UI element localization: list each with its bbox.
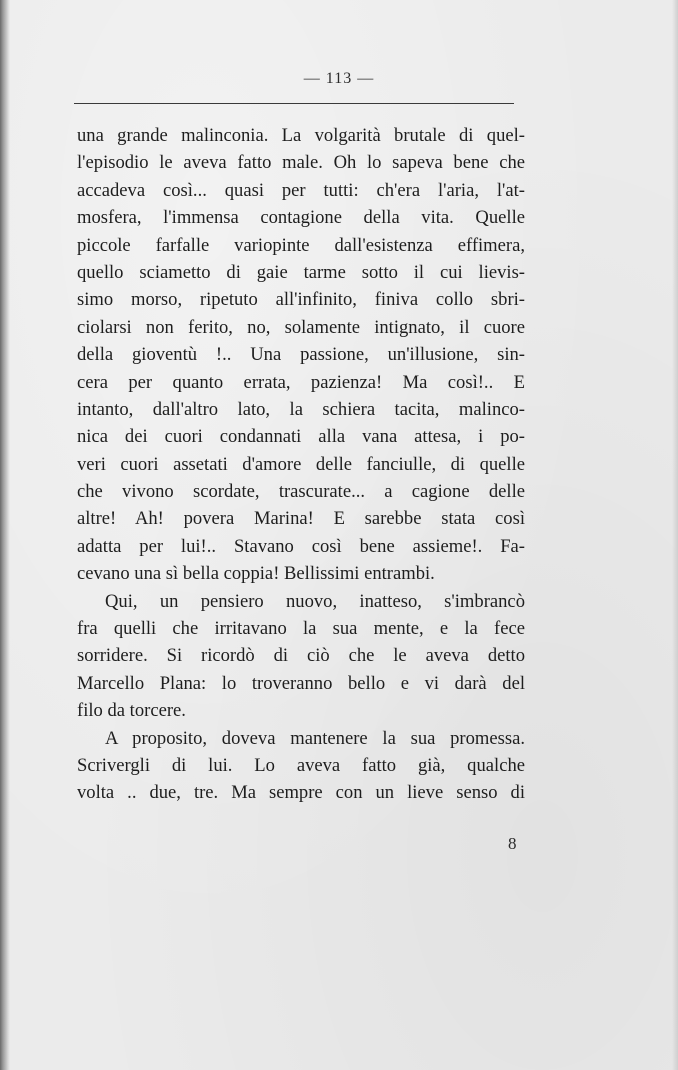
text-line: l'episodio le aveva fatto male. Oh lo sapeva bene che [77,152,525,174]
text-line: volta .. due, tre. Ma sempre con un lieve senso di [77,782,525,804]
text-line: A proposito, doveva mantenere la sua promessa. [105,727,525,749]
text-line: filo da torcere. [77,700,186,722]
text-line: Scrivergli di lui. Lo aveva fatto già, qualche [77,754,525,776]
text-line: Qui, un pensiero nuovo, inatteso, s'imbrancò [105,590,525,612]
text-line: cevano una sì bella coppia! Bellissimi entrambi. [77,563,435,585]
text-line: una grande malinconia. La volgarità brutale di quel- [77,125,525,146]
body-text [77,122,525,807]
text-line: Marcello Plana: lo troveranno bello e vi darà del [77,672,525,694]
text-line: ciolarsi non ferito, no, solamente intignato, il cuore [77,316,525,338]
text-line: piccole farfalle variopinte dall'esistenza effimera, [77,234,525,256]
page-right-edge [672,0,678,1070]
text-line: che vivono scordate, trascurate... a cagione delle [77,481,525,503]
text-line: sorridere. Si ricordò di ciò che le aveva detto [77,645,525,667]
text-line: accadeva così... quasi per tutti: ch'era l'aria, l'at- [77,179,525,201]
signature-mark: 8 [508,834,517,853]
text-line: cera per quanto errata, pazienza! Ma così!.. E [77,371,525,393]
text-line: nica dei cuori condannati alla vana attesa, i po- [77,426,525,448]
header-rule [74,103,514,104]
text-line: mosfera, l'immensa contagione della vita. Quelle [77,207,525,229]
page-binding-edge [0,0,10,1070]
page-number: — 113 — [303,70,375,87]
text-line: simo morso, ripetuto all'infinito, finiva collo sbri- [77,289,525,311]
text-line: adatta per lui!.. Stavano così bene assieme!. Fa- [77,535,525,557]
text-line: veri cuori assetati d'amore delle fanciulle, di quelle [77,453,525,475]
text-line: quello sciametto di gaie tarme sotto il cui lievis- [77,261,525,283]
text-line: fra quelli che irritavano la sua mente, e la fece [77,618,525,640]
text-line: altre! Ah! povera Marina! E sarebbe stata così [77,508,525,530]
text-line: della gioventù !.. Una passione, un'illusione, sin- [77,344,525,366]
text-line: intanto, dall'altro lato, la schiera tacita, malinco- [77,398,525,420]
